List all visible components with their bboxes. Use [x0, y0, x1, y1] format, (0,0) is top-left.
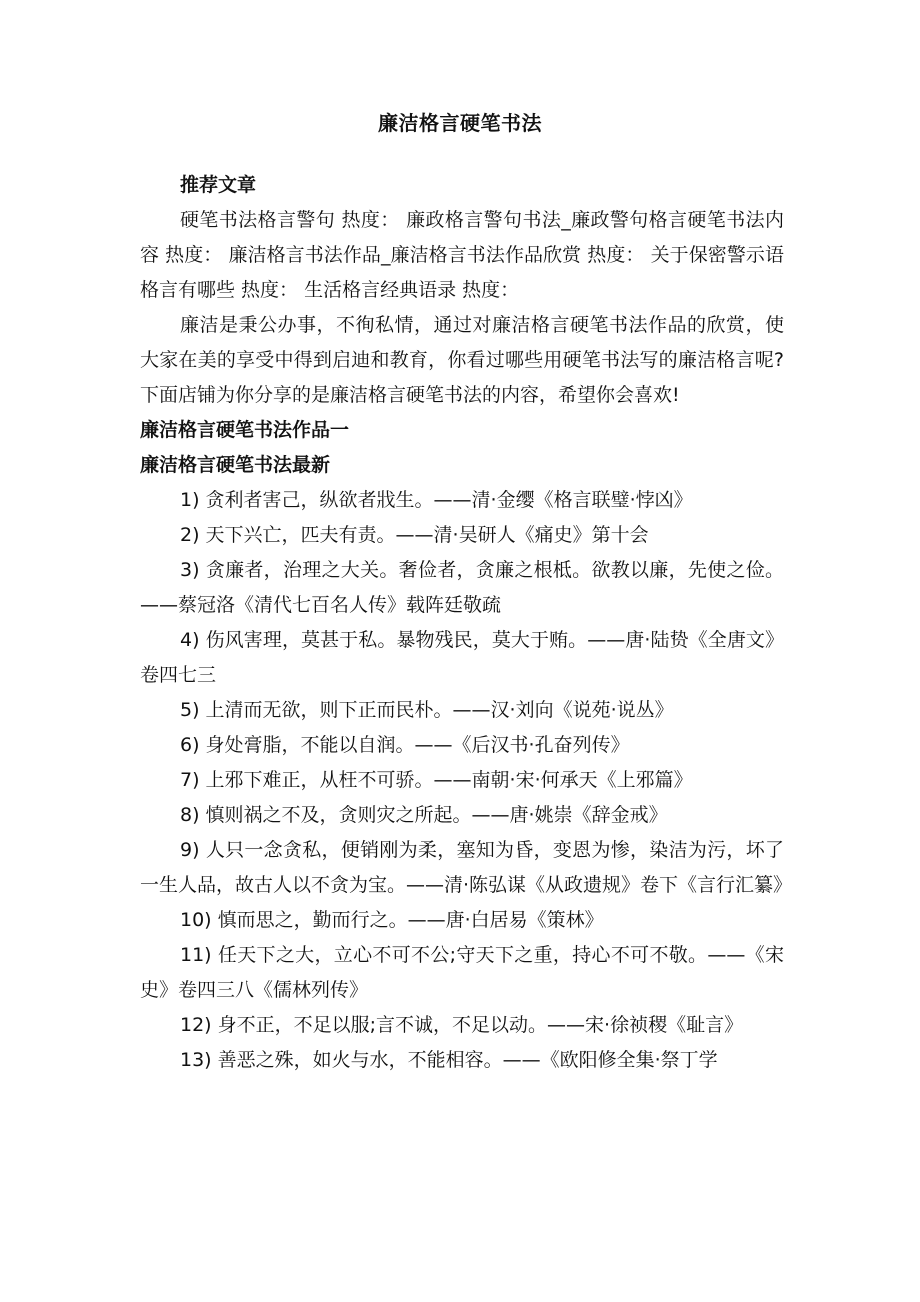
recommend-heading: 推荐文章 [180, 174, 257, 196]
document-body [140, 168, 793, 1078]
quote-item: 1) 贪利者害己，纵欲者戕生。——清·金缨《格言联璧·悖凶》 [180, 489, 693, 511]
section-heading: 廉洁格言硬笔书法作品一 [140, 419, 350, 441]
page-title: 廉洁格言硬笔书法 [378, 111, 542, 135]
quote-item: 4) 伤风害理，莫甚于私。暴物残民，莫大于贿。——唐·陆贽《全唐文》卷四七三 [140, 629, 784, 686]
quote-item: 3) 贪廉者，治理之大关。奢俭者，贪廉之根柢。欲教以廉，先使之俭。——蔡冠洛《清代七百名人传》载阵廷敬疏 [140, 559, 784, 616]
quote-item: 9) 人只一念贪私，便销刚为柔，塞知为昏，变恩为惨，染洁为污，坏了一生人品，故古人以不贪为宝。——清·陈弘谋《从政遗规》卷下《言行汇纂》 [140, 839, 793, 896]
quote-item: 2) 天下兴亡，匹夫有责。——清·吴研人《痛史》第十会 [180, 524, 649, 546]
quote-item: 10) 慎而思之，勤而行之。——唐·白居易《策林》 [180, 909, 604, 931]
quote-item: 12) 身不正，不足以服;言不诚，不足以动。——宋·徐祯稷《耻言》 [180, 1014, 744, 1036]
intro-paragraph: 廉洁是秉公办事，不徇私情，通过对廉洁格言硬笔书法作品的欣赏，使大家在美的享受中得到启迪和教育，你看过哪些用硬笔书法写的廉洁格言呢?下面店铺为你分享的是廉洁格言硬笔书法的内容，希望你会喜欢! [140, 314, 784, 406]
quote-item: 8) 慎则祸之不及，贪则灾之所起。——唐·姚崇《辞金戒》 [180, 804, 668, 826]
recommend-text: 硬笔书法格言警句 热度： 廉政格言警句书法_廉政警句格言硬笔书法内容 热度： 廉洁格言书法作品_廉洁格言书法作品欣赏 热度： 关于保密警示语格言有哪些 热度： 生活格言经典语录 热度： [140, 209, 784, 301]
quote-item: 6) 身处膏脂，不能以自润。——《后汉书·孔奋列传》 [180, 734, 630, 756]
quote-item: 13) 善恶之殊，如火与水，不能相容。——《欧阳修全集·祭丁学 [180, 1049, 718, 1071]
quote-item: 5) 上清而无欲，则下正而民朴。——汉·刘向《说苑·说丛》 [180, 699, 674, 721]
quote-item: 11) 任天下之大，立心不可不公;守天下之重，持心不可不敬。——《宋史》卷四三八《儒林列传》 [140, 944, 784, 1001]
quote-item: 7) 上邪下难正，从枉不可骄。——南朝·宋·何承天《上邪篇》 [180, 769, 693, 791]
subsection-heading: 廉洁格言硬笔书法最新 [140, 454, 331, 476]
